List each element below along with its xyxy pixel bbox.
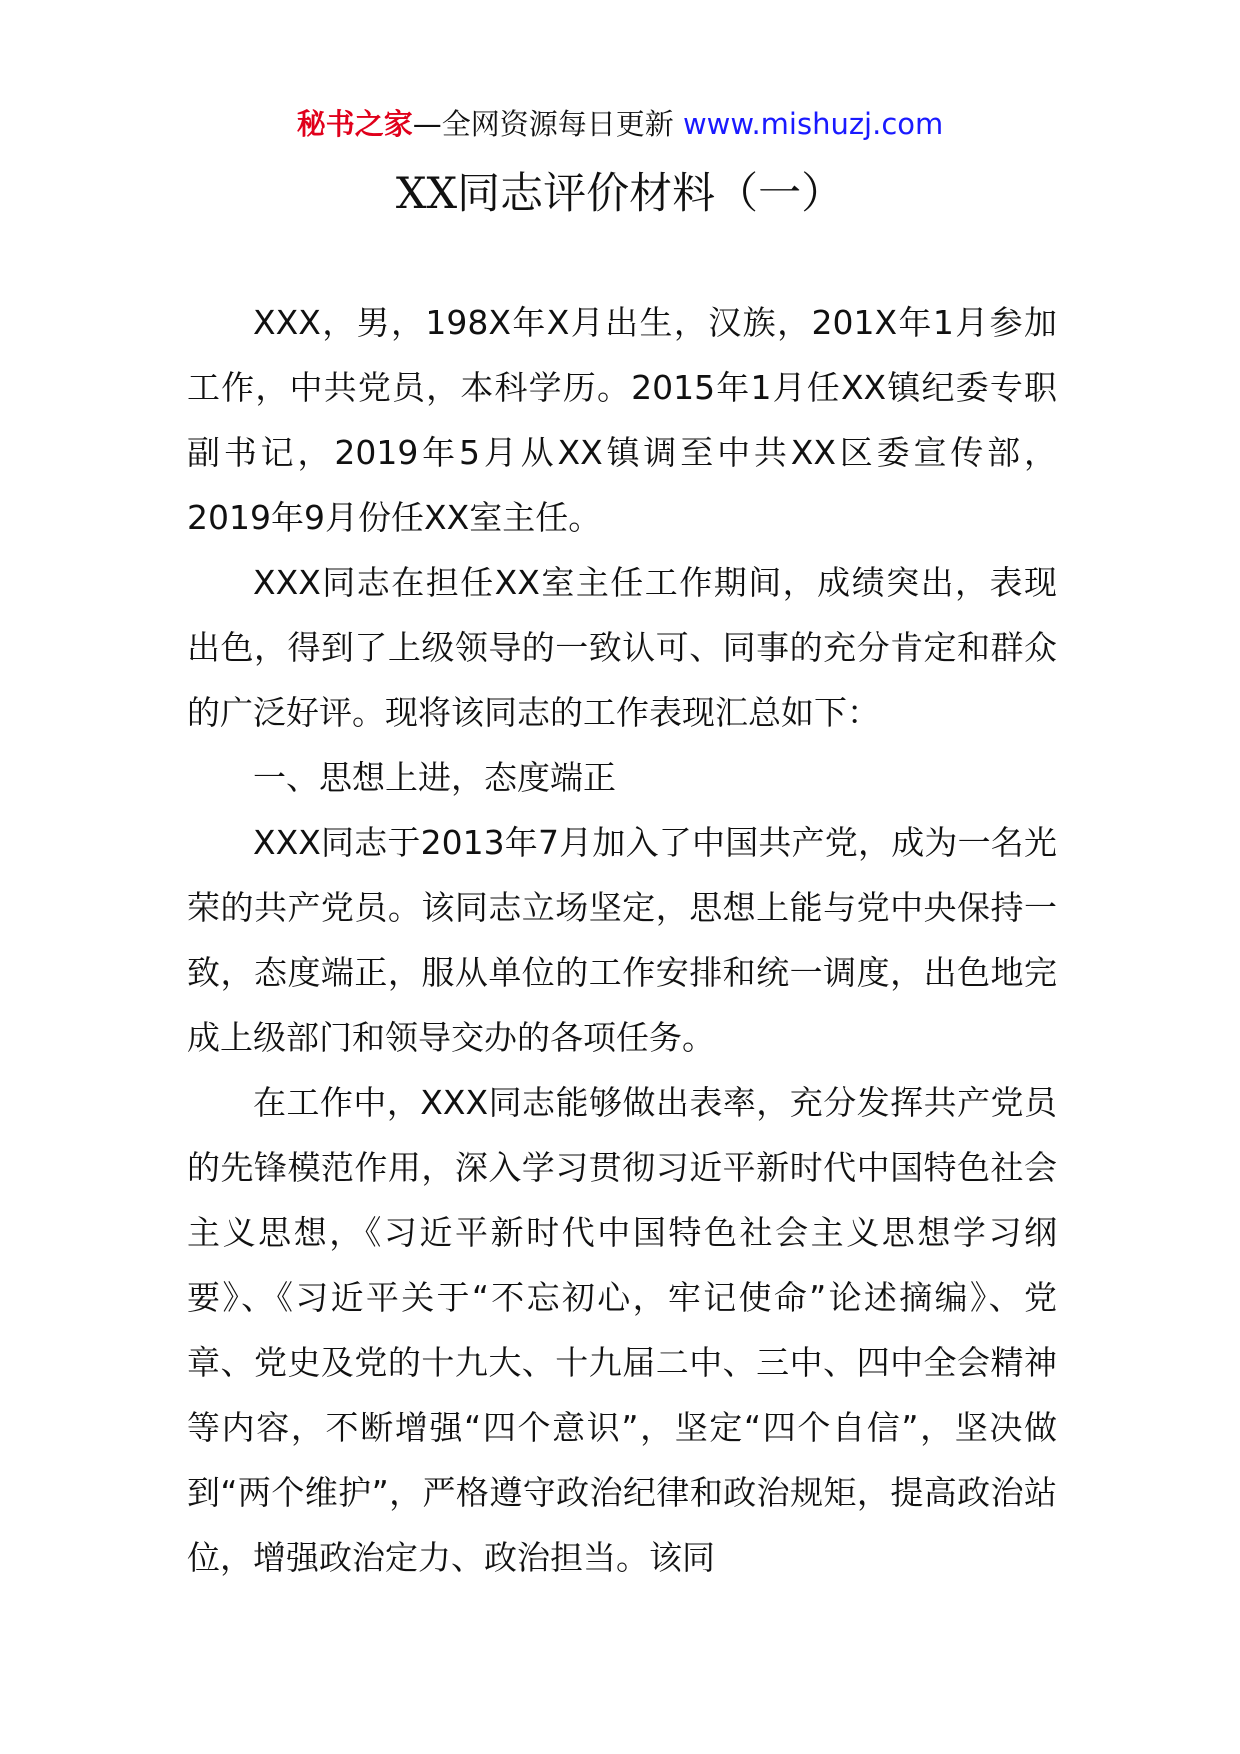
site-slogan: —全网资源每日更新	[412, 107, 674, 141]
document-title	[0, 160, 1240, 228]
paragraph-profile: XXX，男，198X年X月出生，汉族，201X年1月参加工作，中共党员，本科学历。2015年1月任XX镇纪委专职副书记，2019年5月从XX镇调至中共XX区委宣传部，2019年9月份任XX室主任。	[187, 303, 1057, 537]
document-title-prefix: XX	[395, 169, 458, 219]
site-header	[0, 100, 1240, 148]
paragraph-party-membership: XXX同志于2013年7月加入了中国共产党，成为一名光荣的共产党员。该同志立场坚定，思想上能与党中央保持一致，态度端正，服从单位的工作安排和统一调度，出色地完成上级部门和领导交办的各项任务。	[187, 823, 1057, 1057]
site-url-link[interactable]: www.mishuzj.com	[682, 107, 944, 141]
paragraph-summary: XXX同志在担任XX室主任工作期间，成绩突出，表现出色，得到了上级领导的一致认可、同事的充分肯定和群众的广泛好评。现将该同志的工作表现汇总如下：	[187, 563, 1057, 732]
paragraph-work-conduct: 在工作中，XXX同志能够做出表率，充分发挥共产党员的先锋模范作用，深入学习贯彻习近平新时代中国特色社会主义思想，《习近平新时代中国特色社会主义思想学习纲要》、《习近平关于“不忘初心，牢记使命”论述摘编》、党章、党史及党的十九大、十九届二中、三中、四中全会精神等内容，不断增强“四个意识”，坚定“四个自信”，坚决做到“两个维护”，严格遵守政治纪律和政治规矩，提高政治站位，增强政治定力、政治担当。该同	[187, 1083, 1057, 1577]
document-title-text: 同志评价材料（一）	[457, 169, 845, 219]
document-body	[187, 290, 1057, 1590]
section-heading: 一、思想上进，态度端正	[253, 758, 616, 797]
brand-name: 秘书之家	[296, 107, 413, 141]
